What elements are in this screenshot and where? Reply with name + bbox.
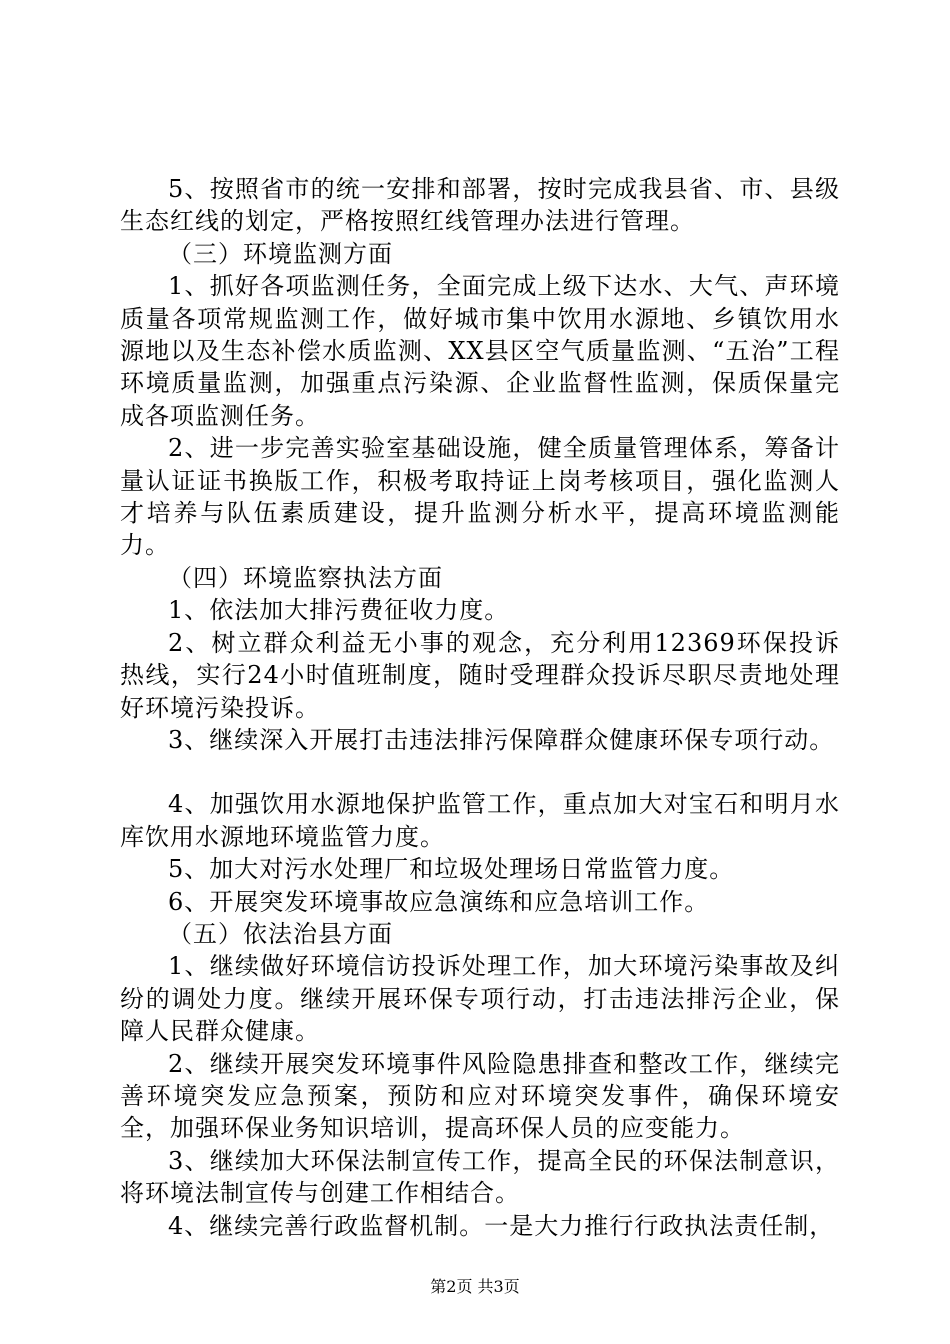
section-heading-monitoring: （三）环境监测方面 (168, 239, 393, 268)
paragraph-special-action: 3、继续深入开展打击违法排污保障群众健康环保专项行动。 (168, 725, 835, 754)
section-heading-rule-of-law: （五）依法治县方面 (168, 919, 393, 948)
document-body (120, 173, 840, 1242)
paragraph-laboratory: 2、进一步完善实验室基础设施，健全质量管理体系，筹备计量认证证书换版工作，积极考取持证上岗考核项目，强化监测人才培养与队伍素质建设，提升监测分析水平，提高环境监测能力。 (120, 434, 840, 560)
paragraph-hotline: 2、树立群众利益无小事的观念，充分利用12369环保投诉热线，实行24小时值班制度，随时受理群众投诉尽职尽责地处理好环境污染投诉。 (120, 628, 840, 722)
paragraph-ecological-redline: 5、按照省市的统一安排和部署，按时完成我县省、市、县级生态红线的划定，严格按照红线管理办法进行管理。 (120, 175, 840, 236)
paragraph-sewage-fee: 1、依法加大排污费征收力度。 (168, 596, 510, 625)
paragraph-risk-check: 2、继续开展突发环境事件风险隐患排查和整改工作，继续完善环境突发应急预案，预防和应对环境突发事件，确保环境安全，加强环保业务知识培训，提高环保人员的应变能力。 (120, 1049, 840, 1143)
paragraph-petitions: 1、继续做好环境信访投诉处理工作，加大环境污染事故及纠纷的调处力度。继续开展环保专项行动，打击违法排污企业，保障人民群众健康。 (120, 952, 840, 1046)
paragraph-sewage-plant: 5、加大对污水处理厂和垃圾处理场日常监管力度。 (168, 855, 735, 884)
page-number: 第2页 共3页 (430, 1277, 520, 1296)
paragraph-supervision: 4、继续完善行政监督机制。一是大力推行行政执法责任制， (168, 1211, 835, 1240)
blank-line (120, 756, 840, 788)
paragraph-water-source: 4、加强饮用水源地保护监管工作，重点加大对宝石和明月水库饮用水源地环境监管力度。 (120, 790, 840, 851)
section-heading-enforcement: （四）环境监察执法方面 (168, 563, 443, 592)
paragraph-emergency-drill: 6、开展突发环境事故应急演练和应急培训工作。 (168, 887, 710, 916)
paragraph-legal-publicity: 3、继续加大环保法制宣传工作，提高全民的环保法制意识，将环境法制宣传与创建工作相结合。 (120, 1146, 840, 1208)
paragraph-monitoring-tasks: 1、抓好各项监测任务，全面完成上级下达水、大气、声环境质量各项常规监测工作，做好城市集中饮用水源地、乡镇饮用水源地以及生态补偿水质监测、XX县区空气质量监测、“五治”工程环境质量监测，加强重点污染源、企业监督性监测，保质保量完成各项监测任务。 (120, 272, 840, 430)
